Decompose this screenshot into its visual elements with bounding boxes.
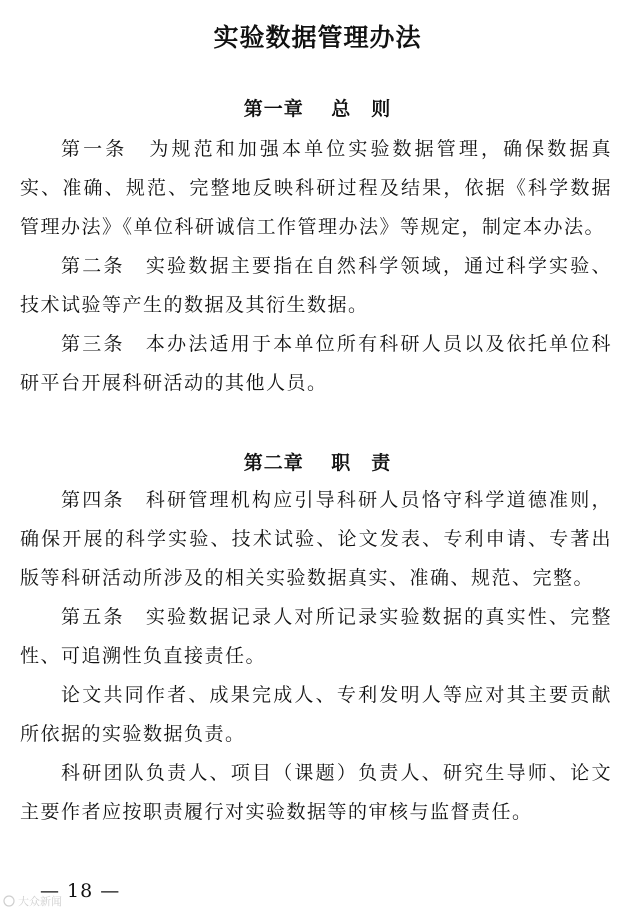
watermark-logo-icon bbox=[2, 892, 92, 910]
article-2: 第二条 实验数据主要指在自然科学领域，通过科学实验、技术试验等产生的数据及其衍生数据。 bbox=[20, 255, 612, 316]
article-5: 第五条 实验数据记录人对所记录实验数据的真实性、完整性、可追溯性负直接责任。 bbox=[20, 606, 612, 667]
chapter-heading-1: 第一章 总 则 bbox=[243, 98, 392, 120]
article-5-paragraph-2: 论文共同作者、成果完成人、专利发明人等应对其主要贡献所依据的实验数据负责。 bbox=[20, 684, 612, 745]
chapter-heading-2: 第二章 职 责 bbox=[243, 452, 392, 474]
watermark bbox=[2, 892, 92, 913]
article-1: 第一条 为规范和加强本单位实验数据管理，确保数据真实、准确、规范、完整地反映科研过程及结果，依据《科学数据管理办法》《单位科研诚信工作管理办法》等规定，制定本办法。 bbox=[20, 138, 612, 238]
article-3: 第三条 本办法适用于本单位所有科研人员以及依托单位科研平台开展科研活动的其他人员。 bbox=[20, 333, 612, 394]
document-title: 实验数据管理办法 bbox=[213, 23, 422, 52]
svg-text:大众新闻: 大众新闻 bbox=[18, 895, 62, 908]
article-4: 第四条 科研管理机构应引导科研人员恪守科学道德准则，确保开展的科学实验、技术试验、论文发表、专利申请、专著出版等科研活动所涉及的相关实验数据真实、准确、规范、完整。 bbox=[20, 489, 612, 589]
page-number: — 18 — bbox=[40, 880, 121, 902]
article-5-paragraph-3: 科研团队负责人、项目（课题）负责人、研究生导师、论文主要作者应按职责履行对实验数据等的审核与监督责任。 bbox=[20, 762, 612, 823]
